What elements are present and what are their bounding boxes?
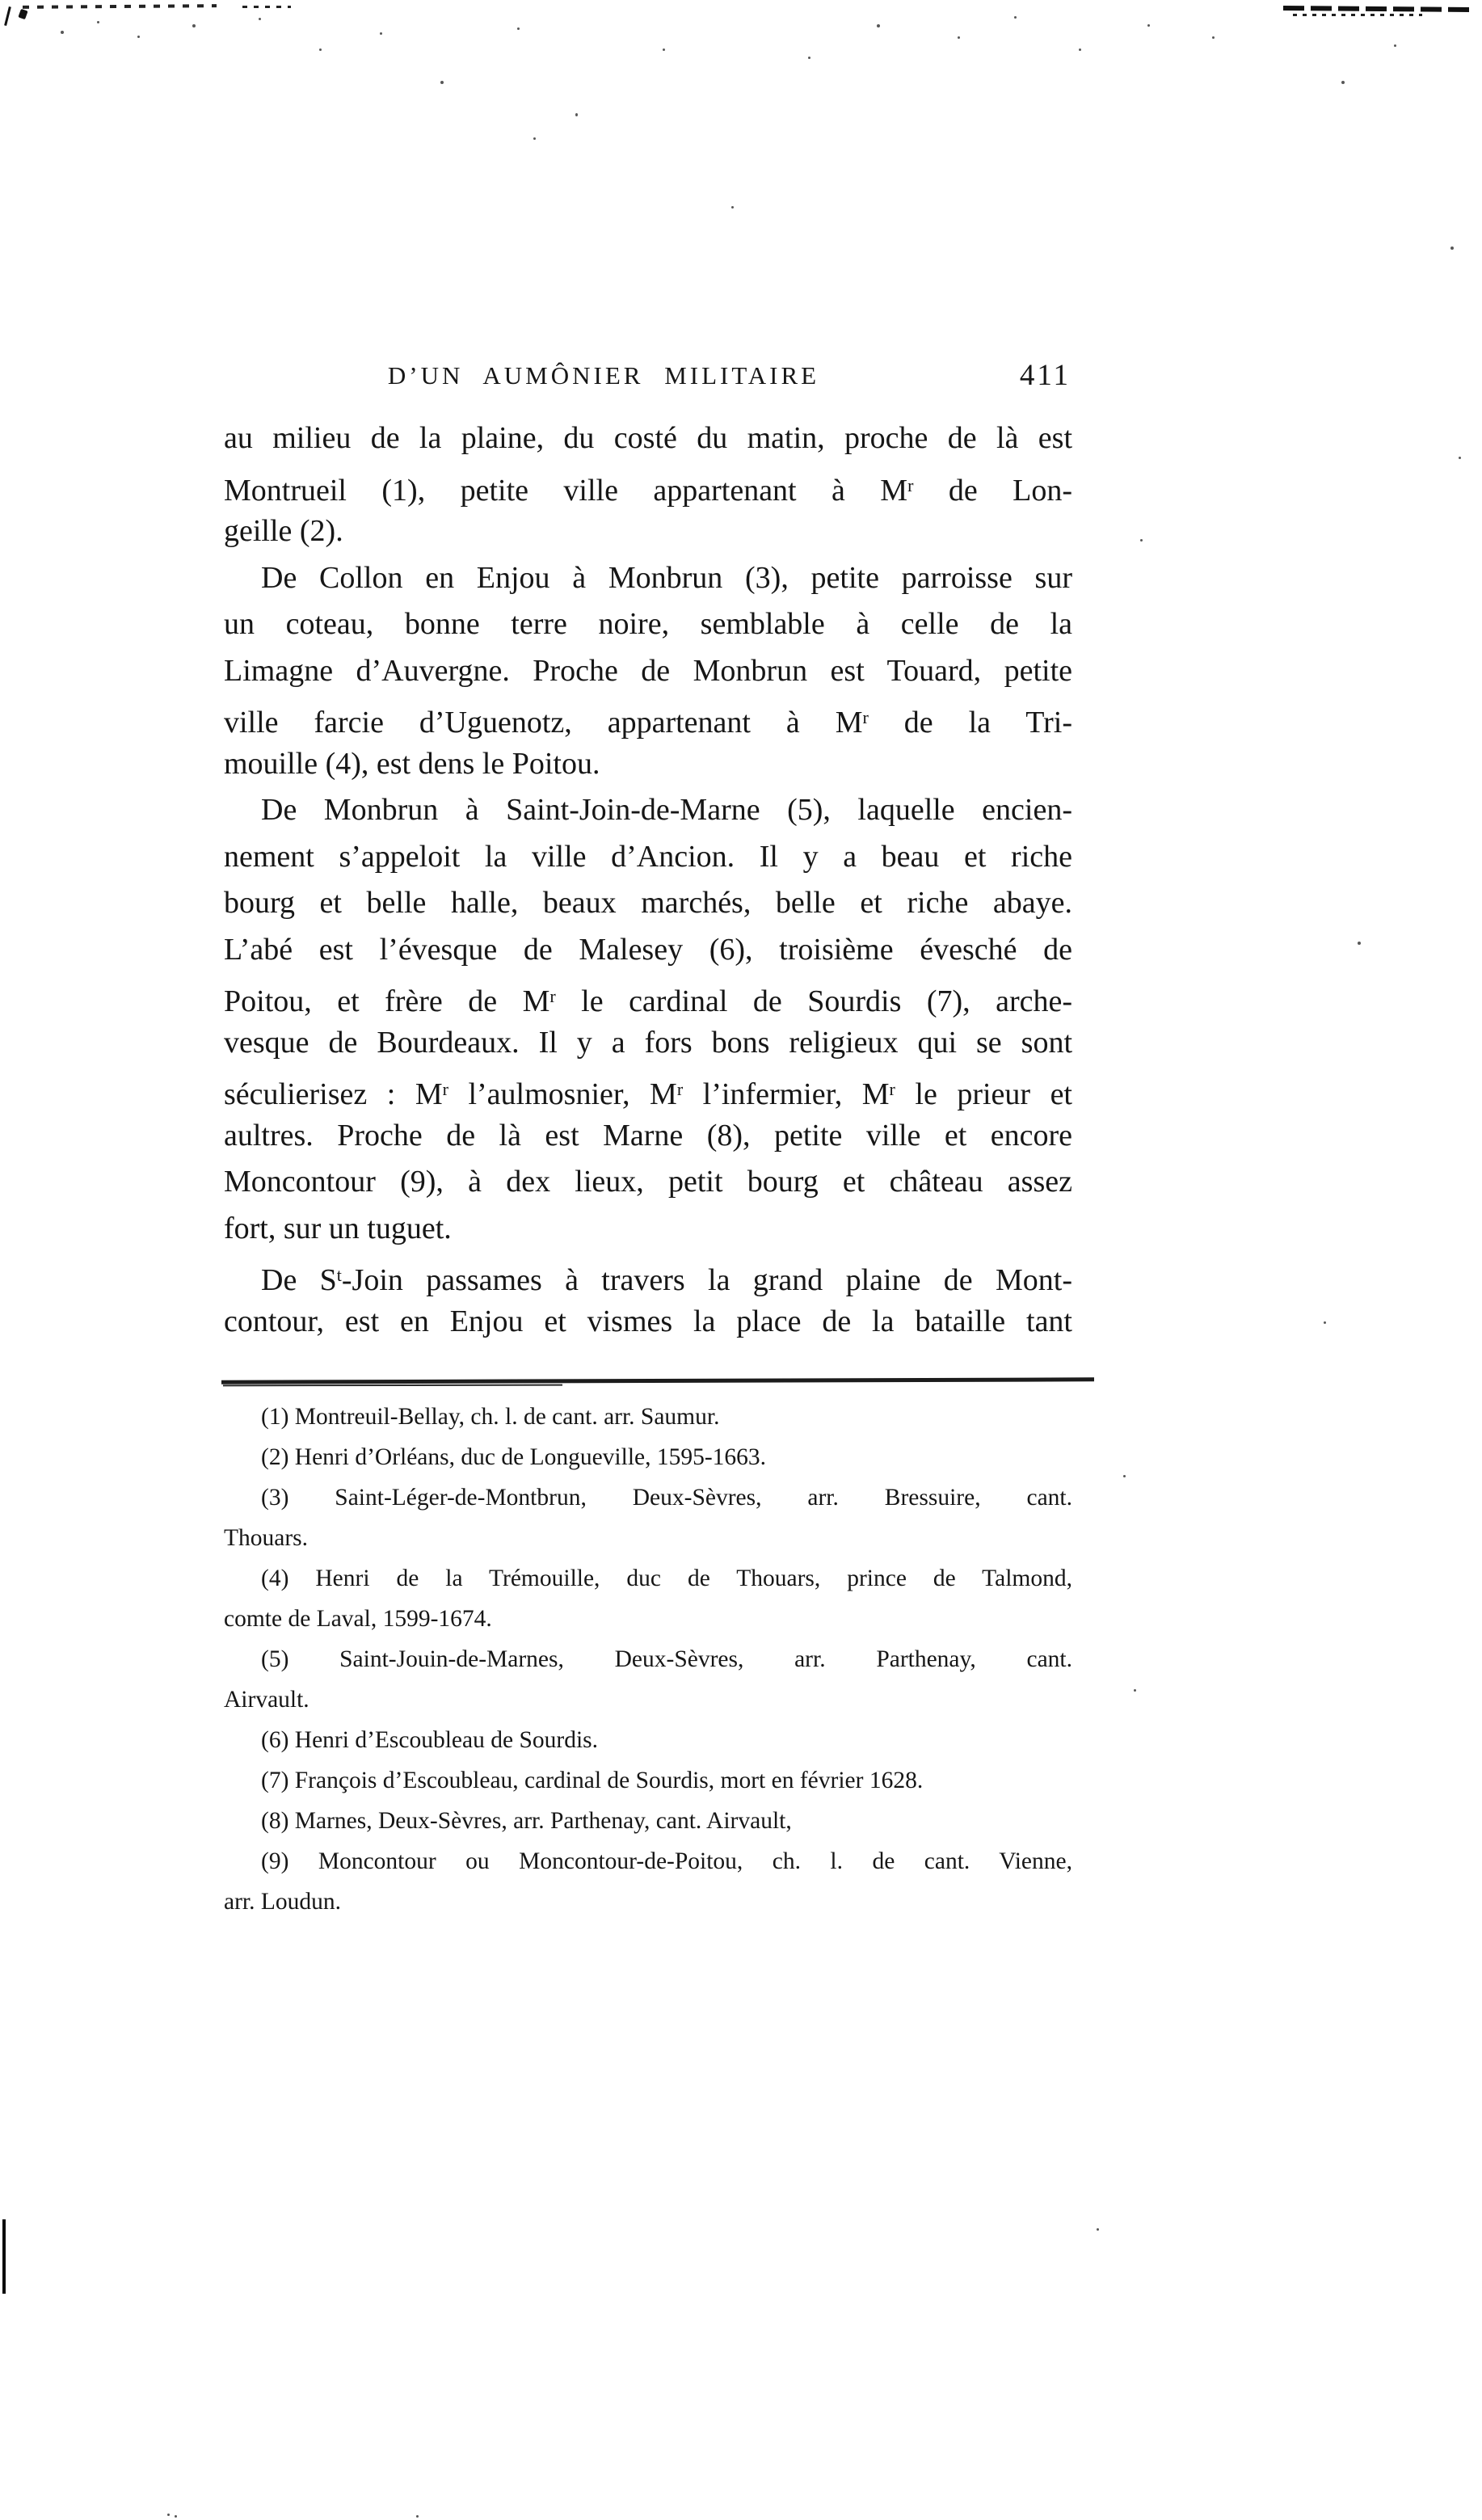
scan-noise xyxy=(1283,6,1471,12)
scan-speck xyxy=(259,18,261,20)
scan-speck xyxy=(416,2515,419,2518)
text-line: Airvault. xyxy=(224,1687,309,1713)
scan-speck xyxy=(1014,16,1017,19)
scan-speck xyxy=(380,32,382,35)
scan-speck xyxy=(97,21,99,23)
scan-speck xyxy=(1394,44,1396,47)
scan-speck xyxy=(1147,24,1150,27)
text-line: mouille (4), est dens le Poitou. xyxy=(224,746,600,781)
scan-speck xyxy=(440,81,444,84)
scan-speck xyxy=(1097,2228,1099,2231)
scan-noise xyxy=(1293,14,1422,16)
scan-speck xyxy=(1140,539,1143,542)
footnotes xyxy=(224,1397,1072,1922)
scan-speck xyxy=(1134,1689,1136,1692)
text-line: Montrueil (1), petite ville appartenant à $M^r$ de Lon- xyxy=(224,473,1073,508)
scan-speck xyxy=(167,2514,170,2516)
text-line: De Monbrun à Saint-Join-de-Marne (5), laquelle encien- xyxy=(261,793,1072,827)
text-line: un coteau, bonne terre noire, semblable à celle de la xyxy=(224,607,1072,641)
text-line: fort, sur un tuguet. xyxy=(224,1211,452,1245)
scan-noise xyxy=(242,6,291,8)
scan-speck xyxy=(575,113,578,116)
scan-edge-line xyxy=(2,2219,6,2294)
scan-noise xyxy=(4,6,11,26)
text-line: (5) Saint-Jouin-de-Marnes, Deux-Sèvres, arr. Parthenay, cant. xyxy=(261,1646,1072,1672)
text-line: bourg et belle halle, beaux marchés, belle et riche abaye. xyxy=(224,886,1072,920)
scan-speck xyxy=(137,36,140,38)
scan-speck xyxy=(61,31,64,34)
scan-speck xyxy=(1450,247,1454,250)
scan-speck xyxy=(175,2515,177,2518)
text-line: Moncontour (9), à dex lieux, petit bourg et château assez xyxy=(224,1165,1072,1199)
text-line: (7) François d’Escoubleau, cardinal de Sourdis, mort en février 1628. xyxy=(261,1768,924,1793)
scan-speck xyxy=(1324,1321,1326,1324)
text-line: (6) Henri d’Escoubleau de Sourdis. xyxy=(261,1727,598,1753)
scan-speck xyxy=(808,57,810,59)
text-line: (1) Montreuil-Bellay, ch. l. de cant. arr. Saumur. xyxy=(261,1404,720,1430)
text-line: L’abé est l’évesque de Malesey (6), troisième évesché de xyxy=(224,932,1072,967)
text-line: comte de Laval, 1599-1674. xyxy=(224,1606,492,1632)
text-line: (9) Moncontour ou Moncontour-de-Poitou, ch. l. de cant. Vienne, xyxy=(261,1848,1072,1874)
scan-noise xyxy=(23,4,217,9)
text-line: Limagne d’Auvergne. Proche de Monbrun est Touard, petite xyxy=(224,653,1072,688)
scan-speck xyxy=(517,27,520,30)
page-number: 411 xyxy=(1019,359,1071,392)
scan-speck xyxy=(1123,1475,1126,1477)
text-line: Thouars. xyxy=(224,1525,309,1551)
text-line: (4) Henri de la Trémouille, duc de Thouars, prince de Talmond, xyxy=(261,1566,1072,1591)
running-header xyxy=(224,356,1072,396)
text-line: geille (2). xyxy=(224,514,343,548)
scan-speck xyxy=(1079,48,1081,51)
text-line: contour, est en Enjou et vismes la place de la bataille tant xyxy=(224,1304,1072,1338)
text-line: (3) Saint-Léger-de-Montbrun, Deux-Sèvres, arr. Bressuire, cant. xyxy=(261,1485,1072,1511)
text-line: (2) Henri d’Orléans, duc de Longueville, 1595-1663. xyxy=(261,1444,767,1470)
text-line: De $S^t$-Join passames à travers la grand plaine de Mont- xyxy=(261,1263,1072,1298)
scan-speck xyxy=(319,48,322,51)
scan-speck xyxy=(533,137,536,140)
text-line: aultres. Proche de là est Marne (8), petite ville et encore xyxy=(224,1118,1072,1153)
text-line: vesque de Bourdeaux. Il y a fors bons religieux qui se sont xyxy=(224,1025,1072,1060)
text-line: ville farcie d’Uguenotz, appartenant à $M^r$ de la Tri- xyxy=(224,706,1072,740)
scan-speck xyxy=(1358,942,1361,945)
text-line: nement s’appeloit la ville d’Ancion. Il y a beau et riche xyxy=(224,839,1072,874)
scan-speck xyxy=(663,48,665,51)
text-line: Poitou, et frère de $M^r$ le cardinal de Sourdis (7), arche- xyxy=(224,984,1072,1019)
text-line: arr. Loudun. xyxy=(224,1889,342,1915)
scan-speck xyxy=(1212,36,1215,39)
scan-speck xyxy=(1459,457,1461,459)
text-line: De Collon en Enjou à Monbrun (3), petite parroisse sur xyxy=(261,560,1072,595)
scan-speck xyxy=(192,24,196,27)
header-title: D’UN AUMÔNIER MILITAIRE xyxy=(387,361,820,390)
footnote-separator-shadow xyxy=(223,1384,562,1387)
text-line: (8) Marnes, Deux-Sèvres, arr. Parthenay, cant. Airvault, xyxy=(261,1808,792,1834)
scan-speck xyxy=(958,36,960,39)
scan-speck xyxy=(731,206,734,209)
text-line: séculierisez : $M^r$ l’aulmosnier, $M^r$ l’infermier, $M^r$ le prieur et xyxy=(224,1077,1072,1112)
footnote-separator xyxy=(221,1377,1094,1384)
body-text xyxy=(224,415,1072,1345)
text-line: au milieu de la plaine, du costé du matin, proche de là est xyxy=(224,421,1072,455)
scan-speck xyxy=(877,24,880,27)
scan-speck xyxy=(1341,81,1345,84)
scan-noise xyxy=(18,9,27,19)
